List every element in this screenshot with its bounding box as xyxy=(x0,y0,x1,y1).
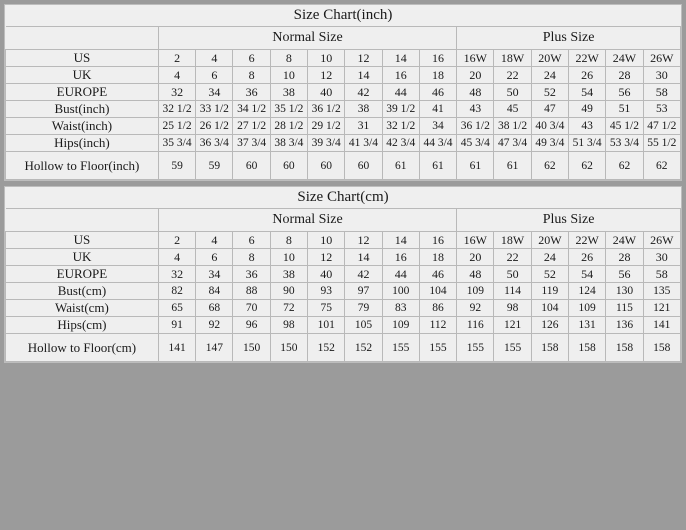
table-row xyxy=(6,101,681,118)
cell: 45 1/2 xyxy=(606,118,643,135)
cell: 20 xyxy=(457,249,494,266)
cell: 130 xyxy=(606,283,643,300)
cell: 96 xyxy=(233,317,270,334)
cell: 14 xyxy=(382,232,419,249)
cell: 152 xyxy=(308,334,345,362)
cell: 88 xyxy=(233,283,270,300)
cell: 43 xyxy=(569,118,606,135)
row-label: Bust(cm) xyxy=(6,283,159,300)
row-label: Waist(inch) xyxy=(6,118,159,135)
cell: 30 xyxy=(643,67,680,84)
cell: 119 xyxy=(531,283,568,300)
cell: 155 xyxy=(494,334,531,362)
cell: 16W xyxy=(457,232,494,249)
size-chart-cm-table xyxy=(5,187,681,362)
cell: 92 xyxy=(457,300,494,317)
table-row xyxy=(6,300,681,317)
cell: 54 xyxy=(569,84,606,101)
row-label: Bust(inch) xyxy=(6,101,159,118)
cell: 91 xyxy=(158,317,195,334)
cell: 105 xyxy=(345,317,382,334)
cell: 10 xyxy=(308,50,345,67)
cell: 10 xyxy=(270,67,307,84)
cell: 135 xyxy=(643,283,680,300)
table-row xyxy=(6,334,681,362)
cell: 29 1/2 xyxy=(308,118,345,135)
cell: 121 xyxy=(494,317,531,334)
cell: 16 xyxy=(419,50,456,67)
cell: 48 xyxy=(457,84,494,101)
cell: 155 xyxy=(457,334,494,362)
cell: 4 xyxy=(158,249,195,266)
group-header-plus: Plus Size xyxy=(457,209,681,232)
cell: 32 xyxy=(158,266,195,283)
cell: 27 1/2 xyxy=(233,118,270,135)
cell: 32 1/2 xyxy=(382,118,419,135)
cell: 53 xyxy=(643,101,680,118)
cell: 112 xyxy=(419,317,456,334)
size-chart-inch-table xyxy=(5,5,681,180)
cell: 42 3/4 xyxy=(382,135,419,152)
cell: 72 xyxy=(270,300,307,317)
cell: 46 xyxy=(419,266,456,283)
cell: 42 xyxy=(345,266,382,283)
table-row xyxy=(6,84,681,101)
cell: 147 xyxy=(196,334,233,362)
cell: 38 xyxy=(270,266,307,283)
row-label: Waist(cm) xyxy=(6,300,159,317)
cell: 51 xyxy=(606,101,643,118)
group-header-row xyxy=(6,209,681,232)
cell: 12 xyxy=(308,249,345,266)
size-chart-cm xyxy=(4,186,682,363)
cell: 4 xyxy=(196,50,233,67)
cell: 12 xyxy=(345,232,382,249)
cell: 12 xyxy=(345,50,382,67)
cell: 16 xyxy=(382,67,419,84)
chart-title: Size Chart(inch) xyxy=(6,5,681,27)
cell: 36 1/2 xyxy=(457,118,494,135)
cell: 52 xyxy=(531,84,568,101)
cell: 126 xyxy=(531,317,568,334)
cell: 53 3/4 xyxy=(606,135,643,152)
cell: 25 1/2 xyxy=(158,118,195,135)
table-row xyxy=(6,152,681,180)
cell: 41 xyxy=(419,101,456,118)
cell: 34 1/2 xyxy=(233,101,270,118)
table-row xyxy=(6,232,681,249)
cell: 16 xyxy=(382,249,419,266)
cell: 58 xyxy=(643,84,680,101)
cell: 79 xyxy=(345,300,382,317)
cell: 59 xyxy=(196,152,233,180)
corner-blank-cell xyxy=(6,27,159,50)
cell: 36 1/2 xyxy=(308,101,345,118)
cell: 8 xyxy=(270,232,307,249)
cell: 8 xyxy=(233,249,270,266)
cell: 36 xyxy=(233,266,270,283)
cell: 47 3/4 xyxy=(494,135,531,152)
cell: 150 xyxy=(270,334,307,362)
cell: 28 1/2 xyxy=(270,118,307,135)
group-header-normal: Normal Size xyxy=(158,209,456,232)
cell: 45 3/4 xyxy=(457,135,494,152)
cell: 62 xyxy=(606,152,643,180)
cell: 24W xyxy=(606,50,643,67)
cell: 26 xyxy=(569,67,606,84)
cell: 150 xyxy=(233,334,270,362)
cell: 22W xyxy=(569,50,606,67)
cell: 34 xyxy=(196,84,233,101)
cell: 115 xyxy=(606,300,643,317)
table-row xyxy=(6,317,681,334)
cell: 50 xyxy=(494,84,531,101)
chart-title-row xyxy=(6,5,681,27)
row-label: UK xyxy=(6,249,159,266)
cell: 104 xyxy=(419,283,456,300)
cell: 41 3/4 xyxy=(345,135,382,152)
row-label: EUROPE xyxy=(6,84,159,101)
chart-title: Size Chart(cm) xyxy=(6,187,681,209)
cell: 56 xyxy=(606,84,643,101)
table-row xyxy=(6,283,681,300)
cell: 28 xyxy=(606,249,643,266)
cell: 155 xyxy=(382,334,419,362)
cell: 109 xyxy=(457,283,494,300)
cell: 84 xyxy=(196,283,233,300)
cell: 44 xyxy=(382,266,419,283)
cell: 58 xyxy=(643,266,680,283)
cell: 60 xyxy=(233,152,270,180)
cell: 37 3/4 xyxy=(233,135,270,152)
row-label: US xyxy=(6,50,159,67)
cell: 38 xyxy=(345,101,382,118)
cell: 152 xyxy=(345,334,382,362)
cell: 40 xyxy=(308,84,345,101)
cell: 98 xyxy=(494,300,531,317)
group-header-row xyxy=(6,27,681,50)
cell: 109 xyxy=(569,300,606,317)
cell: 55 1/2 xyxy=(643,135,680,152)
cell: 32 1/2 xyxy=(158,101,195,118)
cell: 52 xyxy=(531,266,568,283)
cell: 14 xyxy=(345,67,382,84)
cell: 97 xyxy=(345,283,382,300)
cell: 124 xyxy=(569,283,606,300)
cell: 6 xyxy=(196,67,233,84)
cell: 22 xyxy=(494,249,531,266)
cell: 20W xyxy=(531,232,568,249)
cell: 62 xyxy=(569,152,606,180)
cell: 109 xyxy=(382,317,419,334)
cell: 60 xyxy=(270,152,307,180)
cell: 18 xyxy=(419,249,456,266)
cell: 6 xyxy=(233,50,270,67)
cell: 24 xyxy=(531,67,568,84)
cell: 36 xyxy=(233,84,270,101)
cell: 38 xyxy=(270,84,307,101)
cell: 65 xyxy=(158,300,195,317)
cell: 158 xyxy=(569,334,606,362)
cell: 26W xyxy=(643,232,680,249)
cell: 50 xyxy=(494,266,531,283)
cell: 40 3/4 xyxy=(531,118,568,135)
cell: 44 3/4 xyxy=(419,135,456,152)
cell: 2 xyxy=(158,50,195,67)
cell: 35 3/4 xyxy=(158,135,195,152)
row-label: US xyxy=(6,232,159,249)
cell: 121 xyxy=(643,300,680,317)
cell: 131 xyxy=(569,317,606,334)
cell: 34 xyxy=(419,118,456,135)
cell: 31 xyxy=(345,118,382,135)
cell: 36 3/4 xyxy=(196,135,233,152)
cell: 104 xyxy=(531,300,568,317)
cell: 158 xyxy=(606,334,643,362)
cell: 61 xyxy=(457,152,494,180)
cell: 42 xyxy=(345,84,382,101)
row-label: UK xyxy=(6,67,159,84)
cell: 8 xyxy=(270,50,307,67)
cell: 82 xyxy=(158,283,195,300)
cell: 33 1/2 xyxy=(196,101,233,118)
cell: 28 xyxy=(606,67,643,84)
table-row xyxy=(6,135,681,152)
cell: 24W xyxy=(606,232,643,249)
cell: 6 xyxy=(196,249,233,266)
cell: 22 xyxy=(494,67,531,84)
table-row xyxy=(6,67,681,84)
cell: 141 xyxy=(643,317,680,334)
cell: 10 xyxy=(308,232,345,249)
cell: 44 xyxy=(382,84,419,101)
cell: 70 xyxy=(233,300,270,317)
cell: 158 xyxy=(643,334,680,362)
cell: 34 xyxy=(196,266,233,283)
cell: 60 xyxy=(308,152,345,180)
cell: 39 3/4 xyxy=(308,135,345,152)
cell: 40 xyxy=(308,266,345,283)
table-row xyxy=(6,50,681,67)
table-row xyxy=(6,118,681,135)
cell: 100 xyxy=(382,283,419,300)
cell: 93 xyxy=(308,283,345,300)
cell: 48 xyxy=(457,266,494,283)
cell: 39 1/2 xyxy=(382,101,419,118)
cell: 60 xyxy=(345,152,382,180)
cell: 59 xyxy=(158,152,195,180)
cell: 62 xyxy=(643,152,680,180)
cell: 56 xyxy=(606,266,643,283)
cell: 38 1/2 xyxy=(494,118,531,135)
cell: 10 xyxy=(270,249,307,266)
table-row xyxy=(6,266,681,283)
cell: 4 xyxy=(158,67,195,84)
row-label: EUROPE xyxy=(6,266,159,283)
cell: 155 xyxy=(419,334,456,362)
cell: 47 xyxy=(531,101,568,118)
cell: 49 xyxy=(569,101,606,118)
cell: 75 xyxy=(308,300,345,317)
cell: 47 1/2 xyxy=(643,118,680,135)
cell: 46 xyxy=(419,84,456,101)
cell: 26W xyxy=(643,50,680,67)
cell: 86 xyxy=(419,300,456,317)
cell: 18W xyxy=(494,50,531,67)
row-label: Hips(inch) xyxy=(6,135,159,152)
cell: 16 xyxy=(419,232,456,249)
cell: 43 xyxy=(457,101,494,118)
cell: 54 xyxy=(569,266,606,283)
cell: 158 xyxy=(531,334,568,362)
cell: 61 xyxy=(494,152,531,180)
table-row xyxy=(6,249,681,266)
cell: 18W xyxy=(494,232,531,249)
cell: 101 xyxy=(308,317,345,334)
cell: 38 3/4 xyxy=(270,135,307,152)
cell: 8 xyxy=(233,67,270,84)
size-chart-inch xyxy=(4,4,682,181)
cell: 116 xyxy=(457,317,494,334)
group-header-normal: Normal Size xyxy=(158,27,456,50)
group-header-plus: Plus Size xyxy=(457,27,681,50)
cell: 98 xyxy=(270,317,307,334)
cell: 32 xyxy=(158,84,195,101)
row-label: Hollow to Floor(inch) xyxy=(6,152,159,180)
row-label: Hips(cm) xyxy=(6,317,159,334)
cell: 30 xyxy=(643,249,680,266)
row-label: Hollow to Floor(cm) xyxy=(6,334,159,362)
cell: 18 xyxy=(419,67,456,84)
cell: 68 xyxy=(196,300,233,317)
cell: 16W xyxy=(457,50,494,67)
cell: 83 xyxy=(382,300,419,317)
cell: 45 xyxy=(494,101,531,118)
cell: 61 xyxy=(382,152,419,180)
cell: 24 xyxy=(531,249,568,266)
cell: 35 1/2 xyxy=(270,101,307,118)
cell: 141 xyxy=(158,334,195,362)
cell: 90 xyxy=(270,283,307,300)
cell: 4 xyxy=(196,232,233,249)
cell: 12 xyxy=(308,67,345,84)
cell: 61 xyxy=(419,152,456,180)
cell: 14 xyxy=(382,50,419,67)
cell: 6 xyxy=(233,232,270,249)
chart-title-row xyxy=(6,187,681,209)
cell: 26 xyxy=(569,249,606,266)
cell: 51 3/4 xyxy=(569,135,606,152)
cell: 26 1/2 xyxy=(196,118,233,135)
cell: 136 xyxy=(606,317,643,334)
cell: 92 xyxy=(196,317,233,334)
corner-blank-cell xyxy=(6,209,159,232)
cell: 20 xyxy=(457,67,494,84)
cell: 14 xyxy=(345,249,382,266)
cell: 49 3/4 xyxy=(531,135,568,152)
cell: 62 xyxy=(531,152,568,180)
cell: 114 xyxy=(494,283,531,300)
cell: 20W xyxy=(531,50,568,67)
cell: 22W xyxy=(569,232,606,249)
cell: 2 xyxy=(158,232,195,249)
